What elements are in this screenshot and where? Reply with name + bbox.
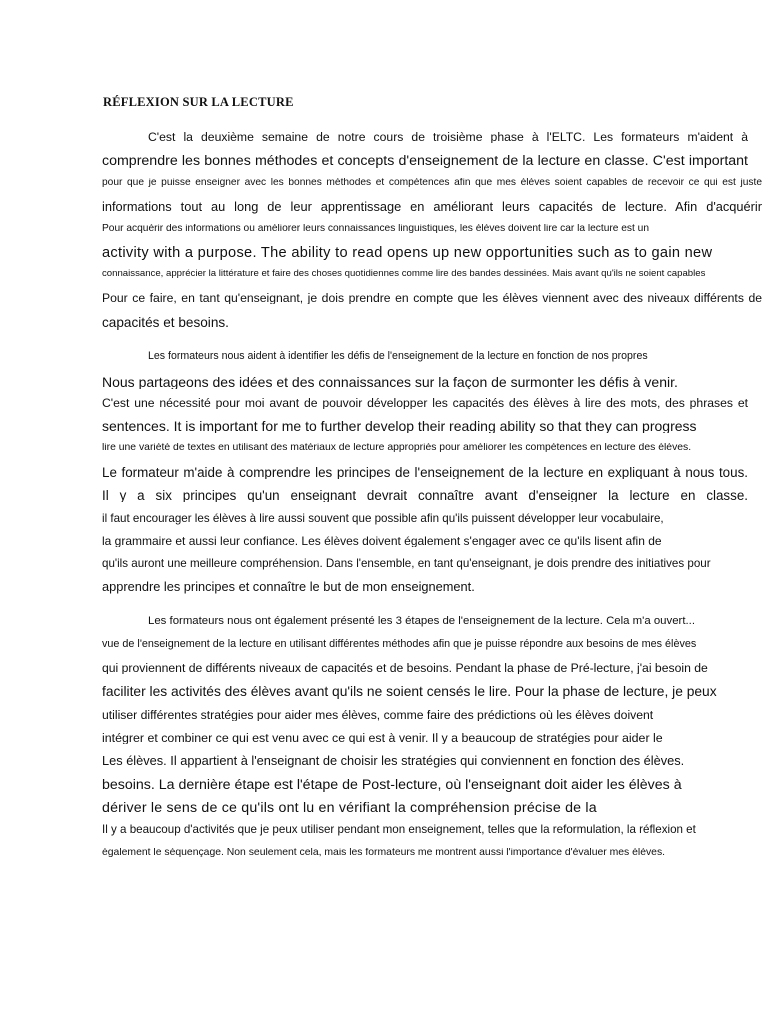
document-title: RÉFLEXION SUR LA LECTURE: [103, 95, 294, 109]
text-line: sentences. It is important for me to further develop their reading ability so that they can progress: [102, 419, 697, 433]
text-line: Nous partageons des idées et des connaissances sur la façon de surmonter les défis à venir.: [102, 375, 678, 389]
text-line: C'est la deuxième semaine de notre cours de troisième phase à l'ELTC. Les formateurs m'aident à: [148, 131, 748, 144]
text-line: faciliter les activités des élèves avant qu'ils ne soient censés le lire. Pour la phase de lecture, je peux: [102, 685, 717, 699]
text-line: il faut encourager les élèves à lire aussi souvent que possible afin qu'ils puissent développer leur vocabulaire,: [102, 513, 664, 525]
text-line: connaissance, apprécier la littérature et faire des choses quotidiennes comme lire des bandes dessinées. Mais avant qu'ils ne soient capables: [102, 269, 706, 279]
text-line: Il y a beaucoup d'activités que je peux utiliser pendant mon enseignement, telles que la reformulation, la réflexion et: [102, 824, 696, 836]
text-line: Les formateurs nous aident à identifier les défis de l'enseignement de la lecture en fonction de nos propres: [148, 351, 648, 362]
text-line: informations tout au long de leur apprentissage en améliorant leurs capacités de lecture. Afin d'acquérir: [102, 201, 762, 214]
text-line: besoins. La dernière étape est l'étape de Post-lecture, où l'enseignant doit aider les élèves à: [102, 778, 682, 793]
text-line: utiliser différentes stratégies pour aider mes élèves, comme faire des prédictions où les élèves doivent: [102, 709, 654, 722]
text-line: intégrer et combiner ce qui est venu avec ce qui est à venir. Il y a beaucoup de stratégies pour aider le: [102, 732, 663, 745]
text-line: Les formateurs nous ont également présenté les 3 étapes de l'enseignement de la lecture. Cela m'a ouvert...: [148, 616, 695, 627]
text-line: lire une variété de textes en utilisant des matériaux de lecture appropriés pour améliorer les compétences en lecture des élèves.: [102, 443, 692, 453]
text-line: capacités et besoins.: [102, 316, 229, 330]
text-line: qui proviennent de différents niveaux de capacités et de besoins. Pendant la phase de Pré-lecture, j'ai besoin de: [102, 662, 708, 675]
text-line: vue de l'enseignement de la lecture en utilisant différentes méthodes afin que je puisse répondre aux besoins de mes élèves: [102, 639, 697, 650]
text-line: Les élèves. Il appartient à l'enseignant de choisir les stratégies qui conviennent en fonction des élèves.: [102, 755, 685, 768]
text-line: Il y a six principes qu'un enseignant devrait connaître avant d'enseigner la lecture en classe.: [102, 489, 748, 503]
text-line: activity with a purpose. The ability to read opens up new opportunities such as to gain new: [102, 246, 713, 261]
text-line: Pour ce faire, en tant qu'enseignant, je dois prendre en compte que les élèves viennent avec des niveaux différents de: [102, 292, 762, 305]
text-line: C'est une nécessité pour moi avant de pouvoir développer les capacités des élèves à lire des mots, des phrases et: [102, 397, 748, 410]
text-line: Pour acquérir des informations ou améliorer leurs connaissances linguistiques, les élèves doivent lire car la lecture est un: [102, 224, 650, 234]
text-line: pour que je puisse enseigner avec les bonnes méthodes et compétences afin que mes élèves soient capables de recevoir ce qui est juste: [102, 178, 762, 188]
text-line: dériver le sens de ce qu'ils ont lu en vérifiant la compréhension précise de la: [102, 801, 597, 816]
text-line: la grammaire et aussi leur confiance. Les élèves doivent également s'engager avec ce qu'ils lisent afin de: [102, 535, 662, 547]
text-line: comprendre les bonnes méthodes et concepts d'enseignement de la lecture en classe. C'est important: [102, 154, 748, 169]
text-line: apprendre les principes et connaître le but de mon enseignement.: [102, 581, 475, 594]
text-line: Le formateur m'aide à comprendre les principes de l'enseignement de la lecture en expliquant à nous tous.: [102, 466, 748, 480]
text-line: également le séquençage. Non seulement cela, mais les formateurs me montrent aussi l'importance d'évaluer mes élèves.: [102, 848, 666, 858]
text-line: qu'ils auront une meilleure compréhension. Dans l'ensemble, en tant qu'enseignant, je dois prendre des initiatives pour: [102, 558, 711, 570]
